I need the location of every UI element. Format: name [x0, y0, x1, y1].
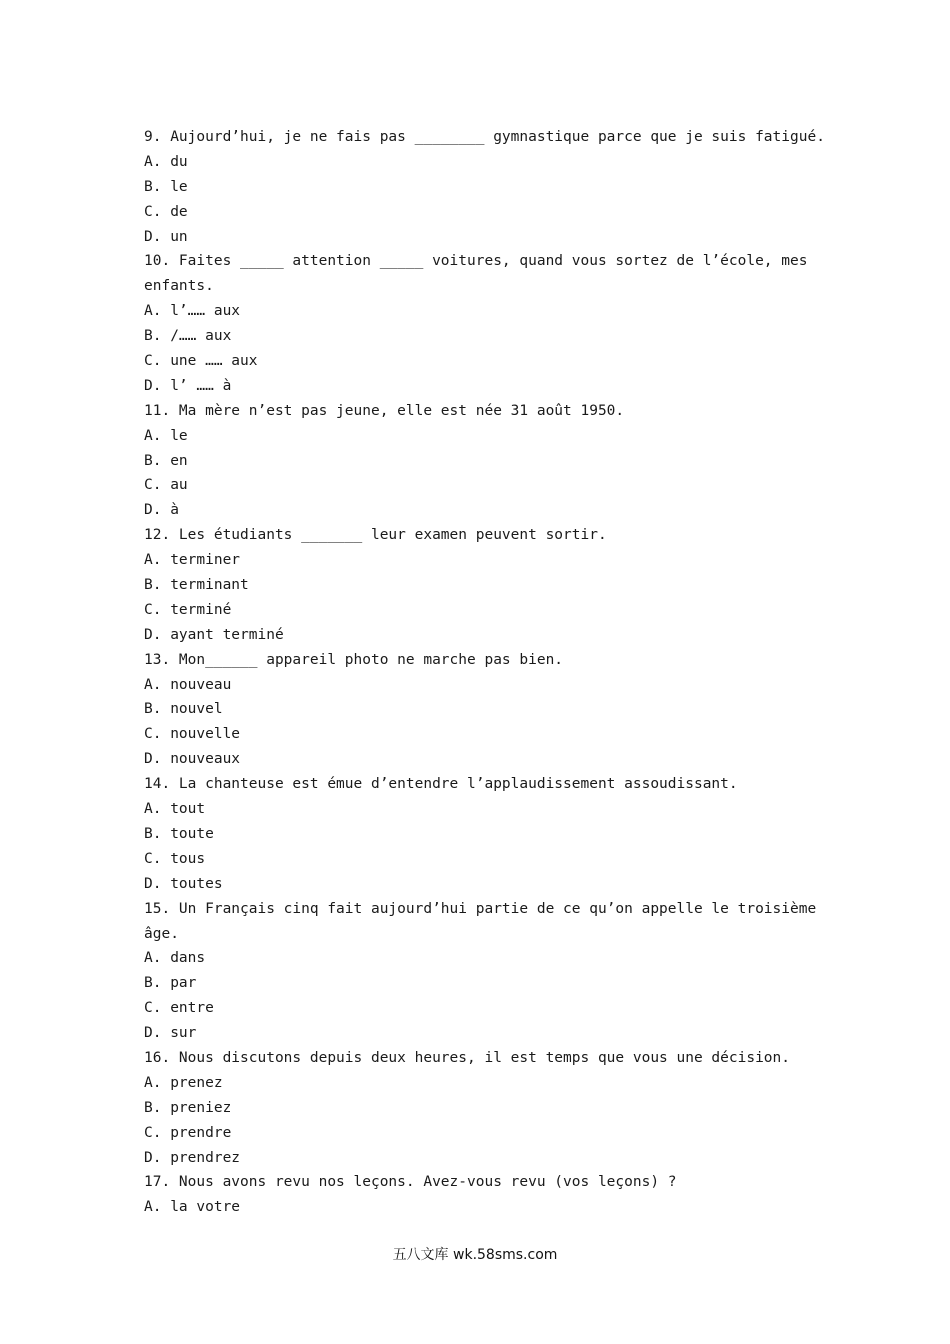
text-line: 15. Un Français cinq fait aujourd’hui partie de ce qu’on appelle le troisième	[144, 900, 817, 917]
text-line: D. à	[144, 502, 179, 519]
text-line: A. tout	[144, 801, 206, 818]
text-line: A. nouveau	[144, 676, 232, 693]
text-line: 14. La chanteuse est émue d’entendre l’applaudissement assoudissant.	[144, 776, 738, 793]
text-line: A. l’…… aux	[144, 303, 241, 320]
text-line: C. une …… aux	[144, 353, 258, 370]
text-line: D. sur	[144, 1025, 197, 1042]
text-line: 17. Nous avons revu nos leçons. Avez-vous revu (vos leçons) ?	[144, 1174, 677, 1191]
text-line: C. nouvelle	[144, 726, 241, 743]
text-line: B. preniez	[144, 1099, 232, 1116]
text-line: D. nouveaux	[144, 751, 241, 768]
text-line: A. le	[144, 427, 188, 444]
text-line: D. ayant terminé	[144, 626, 284, 643]
text-line: A. prenez	[144, 1074, 223, 1091]
text-line: enfants.	[144, 278, 214, 295]
text-line: B. /…… aux	[144, 328, 232, 345]
text-line: C. entre	[144, 1000, 214, 1017]
text-line: B. nouvel	[144, 701, 223, 718]
text-line: C. terminé	[144, 601, 232, 618]
text-line: 11. Ma mère n’est pas jeune, elle est née 31 août 1950.	[144, 402, 625, 419]
text-line: C. de	[144, 203, 188, 220]
question-list	[144, 125, 825, 1220]
text-line: A. terminer	[144, 552, 241, 569]
text-line: B. le	[144, 178, 188, 195]
text-line: A. du	[144, 153, 188, 170]
text-line: B. en	[144, 452, 188, 469]
footer-watermark: 五八文库 wk.58sms.com	[392, 1247, 558, 1263]
text-line: D. un	[144, 228, 188, 245]
text-line: 12. Les étudiants _______ leur examen peuvent sortir.	[144, 527, 607, 544]
text-line: âge.	[144, 925, 179, 942]
text-line: 10. Faites _____ attention _____ voitures, quand vous sortez de l’école, mes	[144, 253, 808, 270]
text-line: C. tous	[144, 850, 206, 867]
text-line: B. toute	[144, 825, 214, 842]
text-line: C. prendre	[144, 1124, 232, 1141]
text-line: D. l’ …… à	[144, 377, 232, 394]
text-line: D. toutes	[144, 875, 223, 892]
text-line: B. terminant	[144, 577, 249, 594]
text-line: 13. Mon______ appareil photo ne marche pas bien.	[144, 651, 564, 668]
text-line: A. la votre	[144, 1199, 241, 1216]
text-line: 9. Aujourd’hui, je ne fais pas ________ gymnastique parce que je suis fatigué.	[144, 129, 825, 145]
text-line: C. au	[144, 477, 188, 494]
text-line: A. dans	[144, 950, 206, 967]
text-line: D. prendrez	[144, 1149, 241, 1166]
text-line: 16. Nous discutons depuis deux heures, il est temps que vous une décision.	[144, 1049, 791, 1066]
text-line: B. par	[144, 975, 197, 992]
